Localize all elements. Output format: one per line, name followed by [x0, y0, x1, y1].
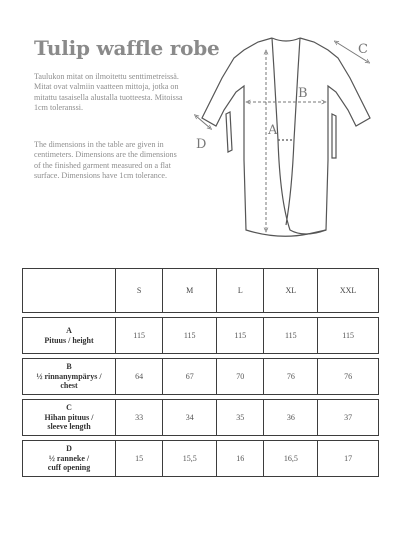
table-row: [23, 441, 379, 477]
size-header: S: [116, 269, 163, 313]
table-cell: 64: [116, 359, 163, 395]
table-cell: 115: [264, 318, 318, 354]
page-title: Tulip waffle robe: [34, 36, 220, 60]
table-cell: 70: [217, 359, 264, 395]
table-cell: 16: [217, 441, 264, 477]
table-cell: 67: [163, 359, 217, 395]
robe-diagram: [186, 30, 386, 245]
label-a: A: [268, 123, 278, 138]
label-c: C: [358, 42, 368, 57]
table-cell: 115: [163, 318, 217, 354]
table-cell: 115: [116, 318, 163, 354]
table-row: [23, 359, 379, 395]
size-table: [22, 268, 379, 477]
row-label: D ½ ranneke / cuff opening: [23, 441, 116, 477]
table-cell: 17: [318, 441, 379, 477]
table-cell: 76: [264, 359, 318, 395]
row-label: C Hihan pituus / sleeve length: [23, 400, 116, 436]
label-d: D: [196, 137, 207, 152]
measure-lines: [196, 42, 368, 230]
table-cell: 16,5: [264, 441, 318, 477]
label-b: B: [298, 86, 308, 101]
table-cell: 36: [264, 400, 318, 436]
table-cell: 37: [318, 400, 379, 436]
corner-cell: [23, 269, 116, 313]
robe-outline: [202, 38, 370, 236]
table-cell: 33: [116, 400, 163, 436]
description-finnish: Taulukon mitat on ilmoitettu senttimetreissä. Mitat ovat valmiin vaatteen mittoja, jotka on mitattu tasaisella alustalla tuotteesta. Mitoissa 1cm toleranssi.: [34, 72, 183, 113]
size-header: M: [163, 269, 217, 313]
description-english: The dimensions in the table are given in centimeters. Dimensions are the dimensions of the finished garment measured on a flat surface. Dimensions have 1cm tolerance.: [34, 140, 177, 181]
table-row: [23, 318, 379, 354]
table-header-row: [23, 269, 379, 313]
table-cell: 15,5: [163, 441, 217, 477]
size-header: XXL: [318, 269, 379, 313]
table-cell: 35: [217, 400, 264, 436]
table-cell: 115: [318, 318, 379, 354]
row-label: B ½ rinnanympärys / chest: [23, 359, 116, 395]
table-cell: 115: [217, 318, 264, 354]
size-header: L: [217, 269, 264, 313]
table-cell: 76: [318, 359, 379, 395]
table-row: [23, 400, 379, 436]
table-cell: 15: [116, 441, 163, 477]
size-header: XL: [264, 269, 318, 313]
row-label: A Pituus / height: [23, 318, 116, 354]
table-cell: 34: [163, 400, 217, 436]
